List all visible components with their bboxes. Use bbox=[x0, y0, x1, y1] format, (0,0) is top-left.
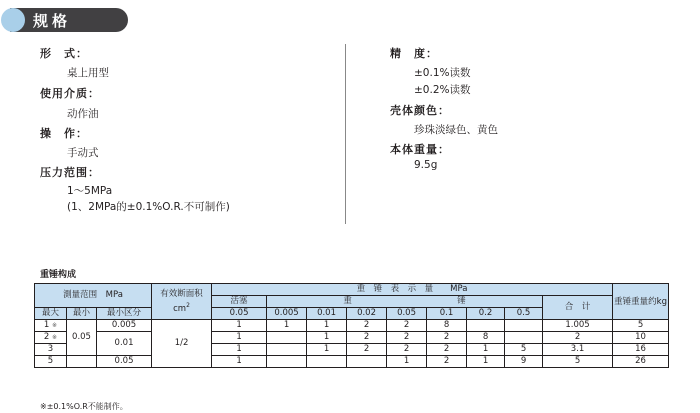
cell-total: 5 bbox=[543, 356, 613, 368]
cell-mass: 16 bbox=[613, 344, 669, 356]
cell: 2 bbox=[347, 332, 387, 344]
cell bbox=[307, 356, 347, 368]
cell-max: 3 bbox=[35, 344, 67, 356]
header-min-div: 最小区分 bbox=[97, 308, 152, 320]
header-col: 0.05 bbox=[212, 308, 267, 320]
header-col: 0.2 bbox=[467, 308, 505, 320]
spec-value-operation: 手动式 bbox=[67, 147, 99, 159]
cell-total: 2 bbox=[543, 332, 613, 344]
cell: 2 bbox=[387, 320, 427, 332]
cell: 1 bbox=[212, 320, 267, 332]
table-row bbox=[35, 356, 669, 368]
cell-max: 5 bbox=[35, 356, 67, 368]
cell: 8 bbox=[467, 332, 505, 344]
spec-value-pressure-note: (1、2MPa的±0.1%O.R.不可制作) bbox=[67, 201, 230, 213]
header-col: 0.5 bbox=[505, 308, 543, 320]
cell: 1 bbox=[307, 332, 347, 344]
cell: 2 bbox=[427, 332, 467, 344]
spec-label-pressure: 压力范围： bbox=[40, 166, 100, 179]
column-divider bbox=[345, 44, 346, 224]
spec-value-weight: 9.5g bbox=[414, 159, 438, 171]
cell-mass: 26 bbox=[613, 356, 669, 368]
spec-value-pressure-range: 1～5MPa bbox=[67, 185, 113, 197]
header-max: 最大 bbox=[35, 308, 67, 320]
cell: 2 bbox=[347, 344, 387, 356]
cell-min-shared: 0.05 bbox=[67, 320, 97, 356]
section-header bbox=[0, 8, 128, 32]
spec-value-medium: 动作油 bbox=[67, 108, 99, 120]
header-total: 合 计 bbox=[543, 296, 613, 320]
spec-label-accuracy: 精 度： bbox=[390, 47, 438, 60]
cell-mass: 5 bbox=[613, 320, 669, 332]
table-footnote: ※±0.1%O.R不能制作。 bbox=[40, 402, 128, 411]
header-weights: 重 锤 bbox=[267, 296, 543, 308]
cell-mass: 10 bbox=[613, 332, 669, 344]
cell: 2 bbox=[347, 320, 387, 332]
cell: 9 bbox=[505, 356, 543, 368]
cell bbox=[347, 356, 387, 368]
spec-label-weight: 本体重量： bbox=[390, 143, 450, 156]
table-title: 重锤构成 bbox=[40, 270, 77, 280]
spec-value-color: 珍珠淡绿色、黄色 bbox=[414, 124, 498, 136]
header-min: 最小 bbox=[67, 308, 97, 320]
cell-max: 1 ※ bbox=[35, 320, 67, 332]
cell: 1 bbox=[467, 356, 505, 368]
header-piston: 活塞 bbox=[212, 296, 267, 308]
cell: 1 bbox=[212, 332, 267, 344]
spec-label-operation: 操 作： bbox=[40, 127, 88, 140]
cell: 2 bbox=[387, 332, 427, 344]
table-row bbox=[35, 332, 669, 344]
table-row bbox=[35, 320, 669, 332]
cell-area-shared: 1/2 bbox=[152, 320, 212, 368]
spec-value-accuracy-2: ±0.2%读数 bbox=[414, 84, 471, 96]
header-mass: 重锤重量约kg bbox=[613, 284, 669, 320]
cell-min-div: 0.005 bbox=[97, 320, 152, 332]
section-title: 规格 bbox=[33, 12, 72, 30]
cell: 5 bbox=[505, 344, 543, 356]
weights-table bbox=[34, 283, 669, 368]
cell-max: 2 ※ bbox=[35, 332, 67, 344]
cell: 1 bbox=[307, 344, 347, 356]
cell bbox=[505, 332, 543, 344]
cell-min bbox=[67, 356, 97, 368]
cell: 1 bbox=[387, 356, 427, 368]
cell: 1 bbox=[467, 344, 505, 356]
cell-min-div: 0.01 bbox=[97, 332, 152, 356]
spec-value-accuracy-1: ±0.1%读数 bbox=[414, 67, 471, 79]
cell bbox=[267, 344, 307, 356]
header-area: 有效断面积 $cm^2$ bbox=[152, 284, 212, 320]
cell: 8 bbox=[427, 320, 467, 332]
cell: 1 bbox=[307, 320, 347, 332]
cell: 2 bbox=[427, 344, 467, 356]
spec-label-type: 形 式： bbox=[40, 47, 88, 60]
cell-total: 1.005 bbox=[543, 320, 613, 332]
spec-label-color: 壳体颜色： bbox=[390, 104, 450, 117]
header-col: 0.1 bbox=[427, 308, 467, 320]
header-range: 測量范围 MPa bbox=[35, 284, 152, 308]
spec-label-medium: 使用介质： bbox=[40, 87, 100, 100]
header-col: 0.05 bbox=[387, 308, 427, 320]
cell: 1 bbox=[267, 320, 307, 332]
cell: 2 bbox=[427, 356, 467, 368]
cell bbox=[505, 320, 543, 332]
circle-icon bbox=[1, 8, 25, 32]
header-col: 0.005 bbox=[267, 308, 307, 320]
cell-total: 3.1 bbox=[543, 344, 613, 356]
header-display: 重 锤 表 示 量 MPa bbox=[212, 284, 613, 296]
header-col: 0.02 bbox=[347, 308, 387, 320]
cell: 1 bbox=[212, 356, 267, 368]
cell: 1 bbox=[212, 344, 267, 356]
cell bbox=[267, 332, 307, 344]
cell bbox=[267, 356, 307, 368]
header-col: 0.01 bbox=[307, 308, 347, 320]
cell bbox=[467, 320, 505, 332]
cell: 2 bbox=[387, 344, 427, 356]
cell-min-div: 0.05 bbox=[97, 356, 152, 368]
spec-value-type: 桌上用型 bbox=[67, 67, 109, 79]
